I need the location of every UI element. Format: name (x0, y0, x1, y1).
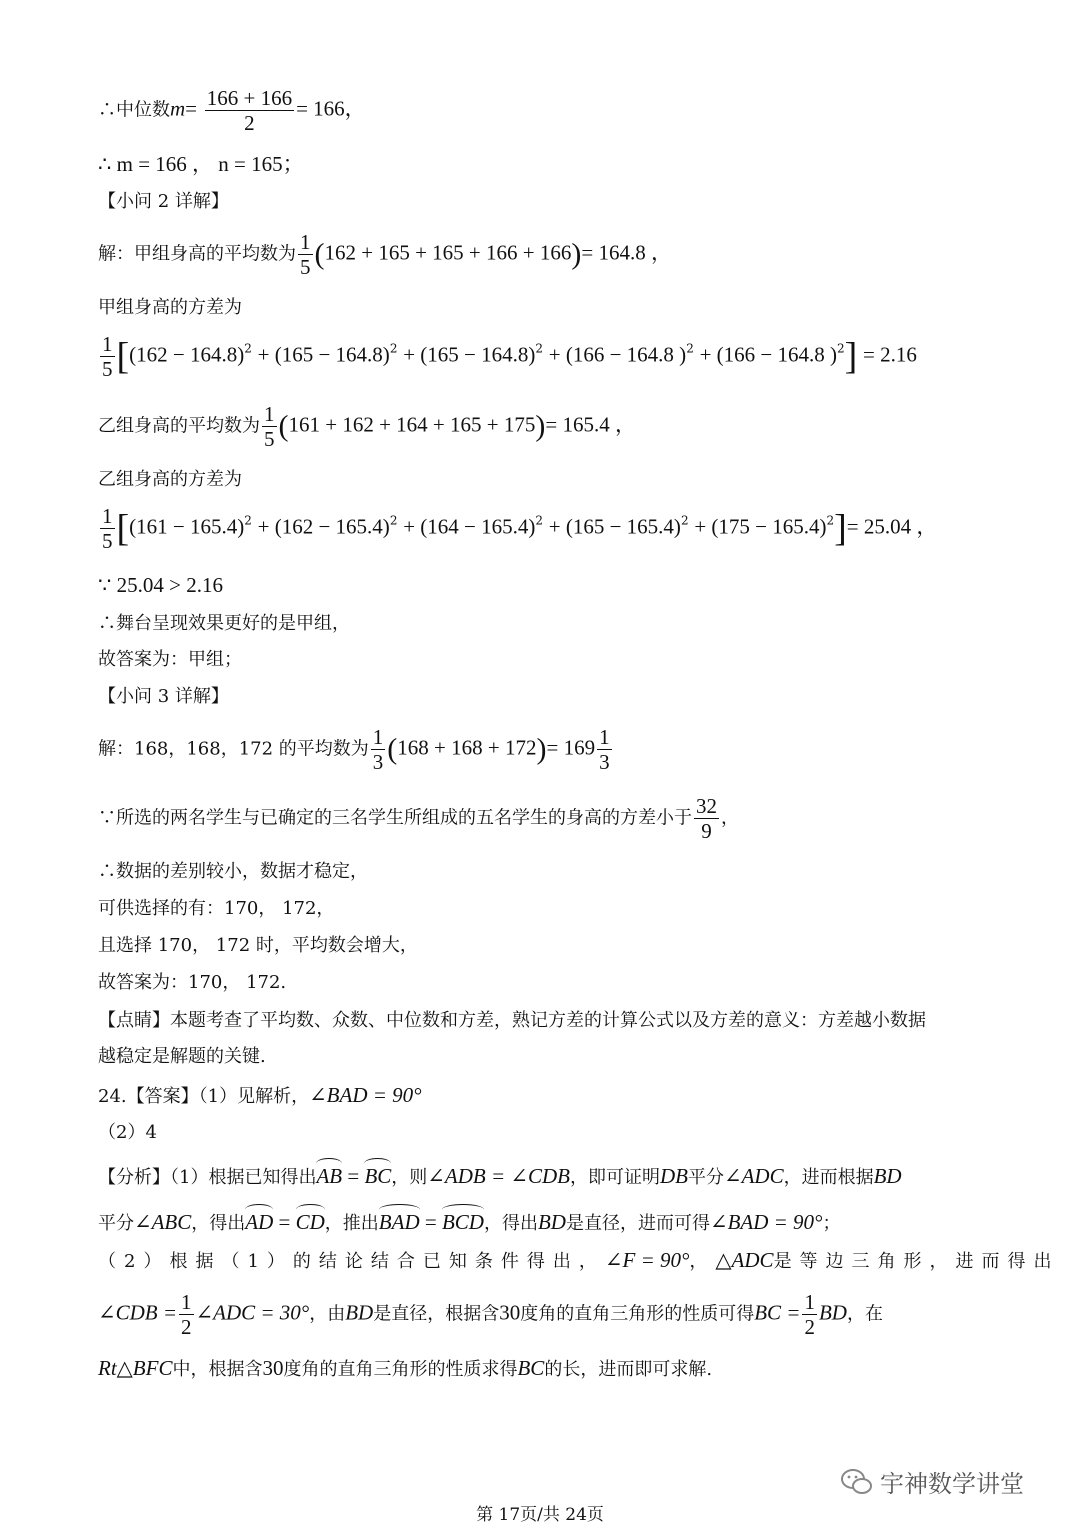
analysis-4: ∠CDB = $\frac{1}{2}$ ∠ADC = 30°，由BD是直径，根据含30度角的直角三角形的性质可得BC = $\frac{1}{2}$ BD，在 (98, 1290, 883, 1339)
variance-condition: ∵所选的两名学生与已确定的三名学生所组成的五名学生的身高的方差小于 $\frac{32}{9}$ ， (98, 794, 739, 843)
m-n-values: ∴ m = 166 ， n = 165； (98, 152, 304, 176)
subq3-heading: 【小问 3 详解】 (98, 686, 229, 707)
mean-three: 解：168，168，172 的平均数为 $\frac{1}{3}$ (168 + 168 + 172)= 169 $\frac{1}{3}$ (98, 725, 610, 774)
conclusion-a: ∴舞台呈现效果更好的是甲组， (98, 613, 350, 634)
q24-answer-2: （2）4 (98, 1122, 157, 1143)
wechat-icon (840, 1467, 874, 1497)
answer-3: 故答案为：170， 172. (98, 972, 287, 993)
group-a-variance-label: 甲组身高的方差为 (98, 297, 242, 318)
group-b-variance-formula: $\frac{1}{5}$ $[(161 - 165.4)^2 + (162 - 165.4)^2 + (164 - 165.4)^2 + (165 - 165.4)^2 + (175 - 165.4)^2]= 25.04$ ， (102, 504, 938, 553)
answer-2: 故答案为：甲组； (98, 649, 242, 670)
analysis-2: 平分∠ABC，得出AD = CD，推出BAD = BCD，得出BD是直径，进而可得∠BAD = 90°； (98, 1204, 840, 1236)
q24-answer: 24.【答案】（1）见解析，∠BAD = 90° (98, 1083, 422, 1107)
watermark: 宇神数学讲堂 (840, 1464, 1024, 1499)
comment-1: 【点睛】本题考查了平均数、众数、中位数和方差，熟记方差的计算公式以及方差的意义：方差越小数据 (98, 1010, 926, 1031)
median-line: ∴中位数m= $\frac{166 + 166}{2}$ = 166， (98, 86, 366, 135)
analysis-5: Rt△BFC中，根据含30度角的直角三角形的性质求得BC的长，进而即可求解. (98, 1356, 713, 1380)
page-footer: 第 17页/共 24页 (476, 1505, 604, 1525)
subq2-heading: 【小问 2 详解】 (98, 191, 229, 212)
median-fraction: $\frac{166 + 166}{2}$ (206, 86, 293, 135)
analysis-3: （2）根据（1）的结论结合已知条件得出，∠F = 90°，△ADC是等边三角形，进而得出 (98, 1248, 1060, 1272)
group-a-variance-formula: $\frac{1}{5}$ [$(162 - 164.8)^2 + (165 - 164.8)^2 + (165 - 164.8)^2 + (166 - 164.8$ )$^2$ + (166 − 164.8 )$^2$] = 2.16 (102, 332, 917, 381)
group-a-mean: 解：甲组身高的平均数为 $\frac{1}{5}$ (162 + 165 + 165 + 166 + 166)= 164.8 ， (98, 230, 672, 279)
comment-2: 越稳定是解题的关键. (98, 1046, 266, 1067)
analysis-1: 【分析】（1）根据已知得出AB = BC，则∠ADB = ∠CDB，即可证明DB平分∠ADC，进而根据BD (98, 1158, 902, 1190)
comparison: ∵ 25.04 > 2.16 (98, 573, 223, 597)
group-b-mean: 乙组身高的平均数为 $\frac{1}{5}$ (161 + 162 + 164 + 165 + 175)= 165.4 ， (98, 402, 636, 451)
group-b-variance-label: 乙组身高的方差为 (98, 469, 242, 490)
choose-note: 且选择 170， 172 时，平均数会增大， (98, 935, 418, 956)
options: 可供选择的有：170， 172， (98, 898, 335, 919)
stability-note: ∴数据的差别较小，数据才稳定， (98, 861, 368, 882)
